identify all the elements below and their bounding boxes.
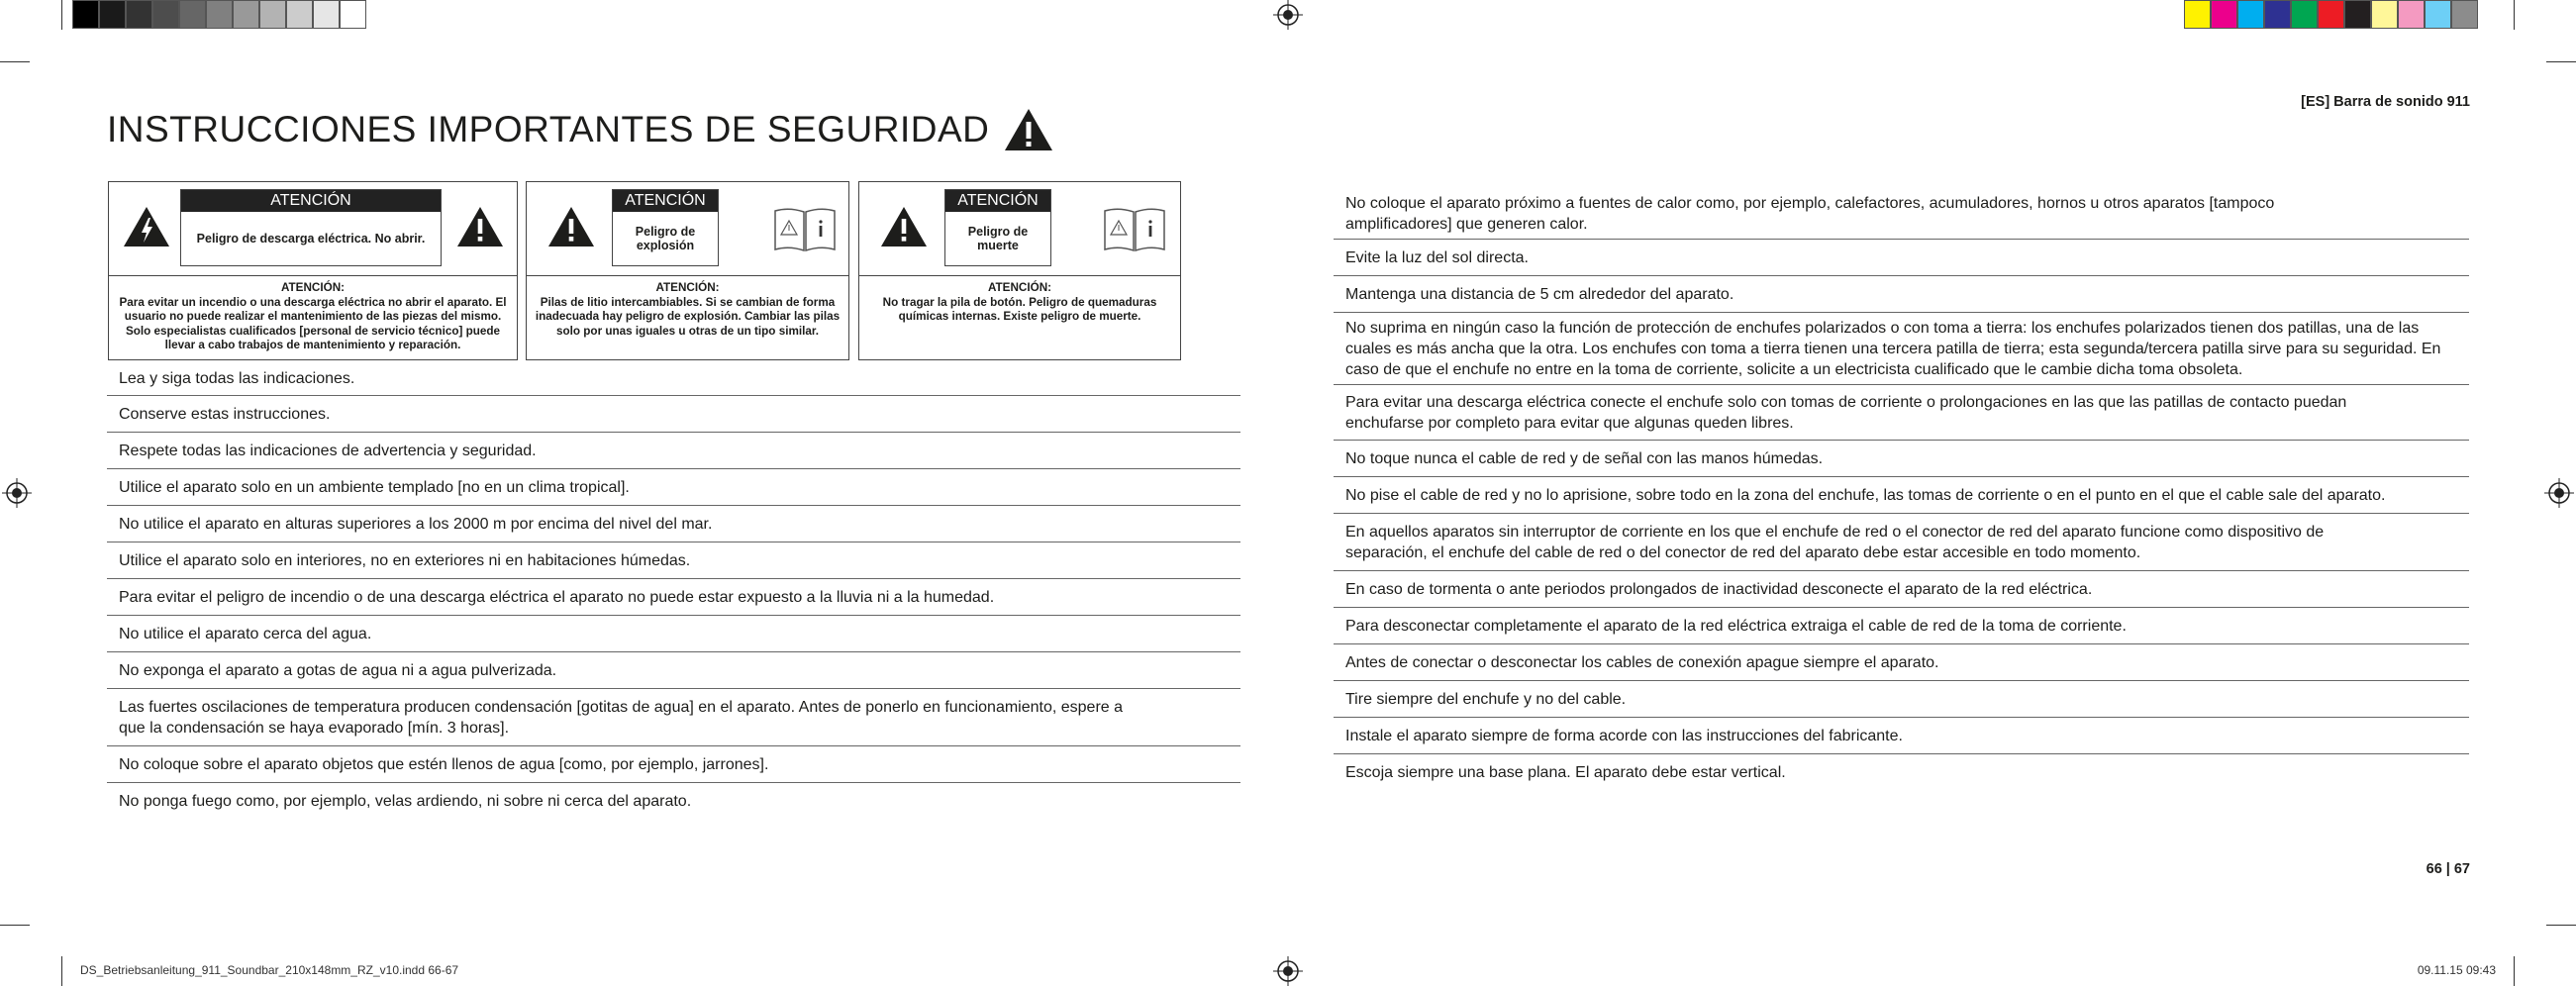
warning-triangle-icon bbox=[879, 205, 929, 248]
list-item: No coloque el aparato próximo a fuentes de calor como, por ejemplo, calefactores, acumuladores, hornos u otros aparatos [tampoco amplificadores] que generen calor. bbox=[1334, 188, 2469, 240]
warning-note-text: No tragar la pila de botón. Peligro de quemaduras químicas internas. Existe peligro de muerte. bbox=[882, 295, 1157, 323]
registration-mark-bottom bbox=[1273, 956, 1303, 986]
warning-note-title: ATENCIÓN: bbox=[987, 281, 1052, 294]
page-title bbox=[107, 107, 1054, 152]
gray-swatch bbox=[99, 0, 126, 29]
warning-note bbox=[533, 281, 842, 339]
list-item: No suprima en ningún caso la función de protección de enchufes polarizados o con toma a tierra: los enchufes polarizados tienen dos patillas, una de las cuales es más ancha que la otra. Los enchufes con toma a tierra tienen una tercera patilla de tierra; esta segunda/tercera patilla sirve para su seguridad. En caso de que el enchufe no entre en la toma de corriente, solicite a un electricista cualificado que le cambie dicha toma obsoleta. bbox=[1334, 313, 2469, 385]
list-item: No utilice el aparato en alturas superiores a los 2000 m por encima del nivel del mar. bbox=[107, 506, 1240, 542]
warning-note bbox=[115, 281, 511, 353]
cmyk-color-bar bbox=[2184, 0, 2478, 31]
list-item: Lea y siga todas las indicaciones. bbox=[107, 362, 1240, 396]
gray-swatch bbox=[179, 0, 206, 29]
crop-mark-tl-h bbox=[0, 61, 30, 62]
page-title-text: INSTRUCCIONES IMPORTANTES DE SEGURIDAD bbox=[107, 109, 990, 149]
list-item: Las fuertes oscilaciones de temperatura producen condensación [gotitas de agua] en el aparato. Antes de ponerlo en funcionamiento, espere a que la condensación se haya evaporado [mín. 3 horas]. bbox=[107, 689, 1240, 746]
list-item: En aquellos aparatos sin interruptor de corriente en los que el enchufe de red o el conector de red del aparato funcione como dispositivo de separación, el enchufe del cable de red o del conector de red del aparato debe estar accesible en todo momento. bbox=[1334, 514, 2469, 571]
color-swatch bbox=[2398, 0, 2425, 29]
list-item: Respete todas las indicaciones de advertencia y seguridad. bbox=[107, 433, 1240, 469]
warning-triangle-icon bbox=[1003, 107, 1054, 152]
gray-swatch bbox=[206, 0, 233, 29]
electric-shock-icon bbox=[122, 205, 171, 248]
gray-swatch bbox=[233, 0, 259, 29]
warning-note bbox=[865, 281, 1174, 325]
list-item: Utilice el aparato solo en un ambiente templado [no en un clima tropical]. bbox=[107, 469, 1240, 506]
warning-label: Peligro de explosión bbox=[635, 225, 696, 252]
document-label: [ES] Barra de sonido 911 bbox=[2301, 94, 2470, 110]
page-numbers: 66 | 67 bbox=[2426, 861, 2470, 877]
crop-mark-bl-h bbox=[0, 925, 30, 926]
color-swatch bbox=[2451, 0, 2478, 29]
read-manual-icon bbox=[1103, 205, 1166, 252]
warning-label: Peligro de muerte bbox=[967, 225, 1029, 252]
list-item: Para desconectar completamente el aparato de la red eléctrica extraiga el cable de red de la toma de corriente. bbox=[1334, 608, 2469, 644]
crop-mark-br-h bbox=[2546, 925, 2576, 926]
gray-swatch bbox=[152, 0, 179, 29]
color-swatch bbox=[2211, 0, 2237, 29]
list-item: Mantenga una distancia de 5 cm alrededor del aparato. bbox=[1334, 276, 2469, 313]
gray-swatch bbox=[259, 0, 286, 29]
color-swatch bbox=[2237, 0, 2264, 29]
gray-swatch bbox=[340, 0, 366, 29]
list-item: No exponga el aparato a gotas de agua ni a agua pulverizada. bbox=[107, 652, 1240, 689]
read-manual-icon bbox=[773, 205, 837, 252]
crop-mark-br-v bbox=[2514, 956, 2515, 986]
list-item: En caso de tormenta o ante periodos prolongados de inactividad desconecte el aparato de la red eléctrica. bbox=[1334, 571, 2469, 608]
file-slug: DS_Betriebsanleitung_911_Soundbar_210x148mm_RZ_v10.indd 66-67 bbox=[80, 963, 459, 977]
color-swatch bbox=[2344, 0, 2371, 29]
list-item: Instale el aparato siempre de forma acorde con las instrucciones del fabricante. bbox=[1334, 718, 2469, 754]
list-item: Escoja siempre una base plana. El aparato debe estar vertical. bbox=[1345, 764, 1786, 781]
list-item: No pise el cable de red y no lo aprisione, sobre todo en la zona del enchufe, las tomas de corriente o en el punto en el que el cable sale del aparato. bbox=[1334, 477, 2469, 514]
list-item: Conserve estas instrucciones. bbox=[107, 396, 1240, 433]
warning-head: ATENCIÓN bbox=[181, 190, 441, 212]
color-swatch bbox=[2184, 0, 2211, 29]
list-item: Para evitar el peligro de incendio o de una descarga eléctrica el aparato no puede estar expuesto a la lluvia ni a la humedad. bbox=[107, 579, 1240, 616]
color-swatch bbox=[2318, 0, 2344, 29]
warning-label: Peligro de descarga eléctrica. No abrir. bbox=[196, 232, 426, 246]
warning-note-title: ATENCIÓN: bbox=[280, 281, 346, 294]
safety-list-right bbox=[1334, 188, 2469, 791]
list-item: No coloque sobre el aparato objetos que estén llenos de agua [como, por ejemplo, jarrones]. bbox=[107, 746, 1240, 783]
warning-triangle-icon bbox=[546, 205, 596, 248]
warning-box-electric bbox=[108, 181, 518, 360]
list-item: No toque nunca el cable de red y de señal con las manos húmedas. bbox=[1334, 441, 2469, 477]
color-swatch bbox=[2291, 0, 2318, 29]
crop-mark-tr-h bbox=[2546, 61, 2576, 62]
date-slug: 09.11.15 09:43 bbox=[2417, 963, 2496, 977]
crop-mark-tr-v bbox=[2514, 0, 2515, 30]
color-swatch bbox=[2264, 0, 2291, 29]
registration-mark-right bbox=[2544, 478, 2574, 508]
gray-swatch bbox=[126, 0, 152, 29]
list-item: Tire siempre del enchufe y no del cable. bbox=[1334, 681, 2469, 718]
color-swatch bbox=[2425, 0, 2451, 29]
list-item: Antes de conectar o desconectar los cables de conexión apague siempre el aparato. bbox=[1334, 644, 2469, 681]
gray-swatch bbox=[313, 0, 340, 29]
safety-list-left bbox=[107, 362, 1240, 820]
warning-note-text: Para evitar un incendio o una descarga eléctrica no abrir el aparato. El usuario no puede realizar el mantenimiento de las piezas del mismo. Solo especialistas cualificados [personal de servicio técnico] puede llevar a cabo trabajos de mantenimiento y reparación. bbox=[119, 295, 507, 351]
warning-note-title: ATENCIÓN: bbox=[655, 281, 720, 294]
gray-swatch bbox=[72, 0, 99, 29]
warning-box-death bbox=[858, 181, 1181, 360]
registration-mark-left bbox=[2, 478, 32, 508]
registration-mark-top bbox=[1273, 0, 1303, 30]
gray-color-bar bbox=[72, 0, 366, 31]
crop-mark-tl-v bbox=[61, 0, 62, 30]
list-item: No utilice el aparato cerca del agua. bbox=[107, 616, 1240, 652]
gray-swatch bbox=[286, 0, 313, 29]
list-item: Utilice el aparato solo en interiores, no en exteriores ni en habitaciones húmedas. bbox=[107, 542, 1240, 579]
list-item: Evite la luz del sol directa. bbox=[1334, 240, 2469, 276]
crop-mark-bl-v bbox=[61, 956, 62, 986]
color-swatch bbox=[2371, 0, 2398, 29]
warning-note-text: Pilas de litio intercambiables. Si se cambian de forma inadecuada hay peligro de explosión. Cambiar las pilas solo por unas iguales u otras de un tipo similar. bbox=[535, 295, 841, 338]
warning-head: ATENCIÓN bbox=[945, 190, 1050, 212]
warning-box-explosion bbox=[526, 181, 849, 360]
list-item: No ponga fuego como, por ejemplo, velas ardiendo, ni sobre ni cerca del aparato. bbox=[119, 793, 692, 810]
warning-head: ATENCIÓN bbox=[613, 190, 718, 212]
warning-triangle-icon bbox=[455, 205, 505, 248]
list-item: Para evitar una descarga eléctrica conecte el enchufe solo con tomas de corriente o prolongaciones en las que las patillas de contacto puedan enchufarse por completo para evitar que algunas queden libres. bbox=[1334, 385, 2469, 441]
